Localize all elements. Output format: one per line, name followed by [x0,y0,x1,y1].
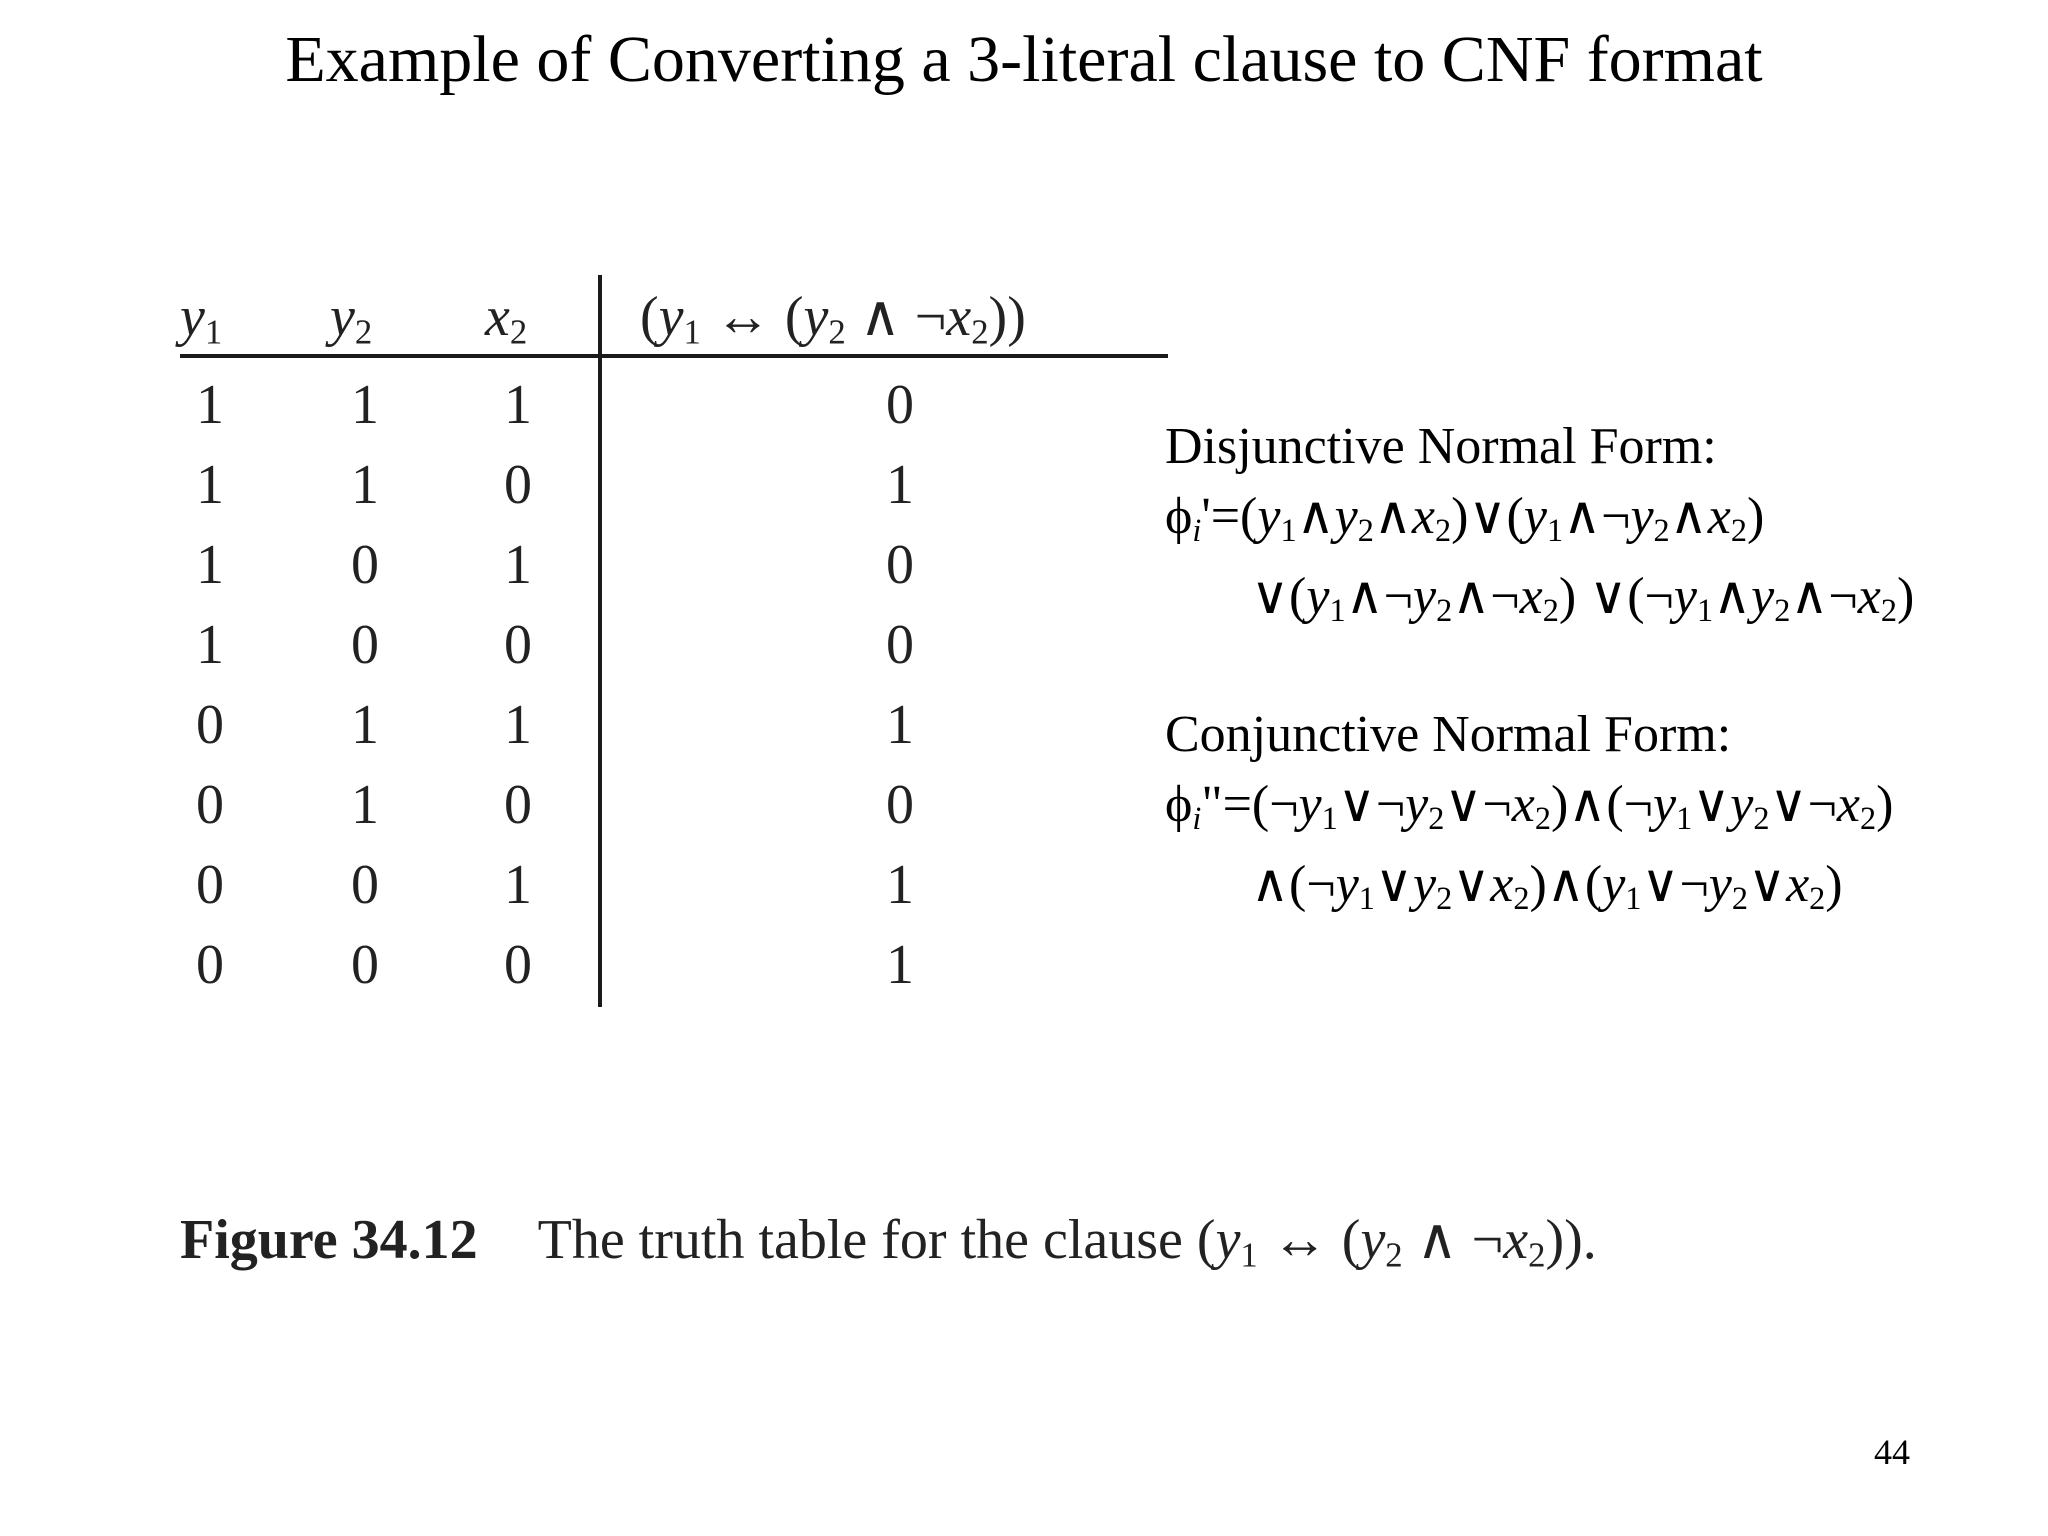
formula-operator: ) [1896,568,1915,625]
cell-result: 0 [886,534,914,596]
cell-y2: 1 [351,374,379,436]
formula-operator: ϕ [1165,488,1193,545]
formula-operator: )∧( [1529,856,1603,913]
dnf-heading: Disjunctive Normal Form: [1165,418,1717,475]
caption-text: The truth table for the clause [537,1209,1197,1271]
formula-operator: ∧¬ [1563,488,1631,545]
formula-variable: x [1786,856,1810,913]
formula-operator: ∨¬ [1337,776,1406,833]
cnf-formula-line-2 [1165,853,2045,933]
formula-subscript: 2 [1435,512,1452,549]
formula-variable: y [1523,488,1547,545]
cell-y2: 1 [351,454,379,516]
formula-subscript: 2 [1860,800,1877,837]
cap-v3: x [1503,1209,1529,1271]
page-number: 44 [1874,1432,1910,1472]
formula-operator: ∧¬ [1345,568,1413,625]
formula-subscript: 1 [1676,800,1693,837]
formula-operator: ∨ [1374,856,1413,913]
formula-subscript: i [1192,512,1202,549]
cell-y2: 0 [351,934,379,996]
formula-variable: x [1490,856,1514,913]
formula-operator: )∧(¬ [1550,776,1654,833]
formula-subscript: 2 [1428,800,1445,837]
formula-subscript: 1 [1321,800,1338,837]
cnf-formula-line-1 [1165,773,2045,853]
formula-variable: y [1602,856,1626,913]
formula-operator: "=(¬ [1201,776,1299,833]
formula-subscript: 2 [1534,800,1551,837]
hf-v3: x [946,286,972,348]
formula-operator: ∧(¬ [1251,856,1336,913]
cell-result: 1 [886,694,914,756]
table-header-underline [180,354,1168,358]
hf-s3: 2 [971,312,989,352]
formula-subscript: i [1192,800,1202,837]
cell-y2: 1 [351,774,379,836]
formula-variable: y [1298,776,1322,833]
formula-operator: ) [1746,488,1765,545]
formula-subscript: 2 [1880,592,1897,629]
header-x2 [485,285,528,352]
formula-operator: ∨¬ [1444,776,1512,833]
header-y1 [180,285,223,352]
formula-variable: x [1836,776,1860,833]
formula-variable: y [1335,856,1359,913]
formula-variable: y [1630,488,1654,545]
cell-y1: 1 [196,374,224,436]
formula-operator: ) [1876,776,1894,833]
formula-subscript: 1 [1546,512,1564,549]
formula-operator: ∨¬ [1769,776,1837,833]
formula-variable: y [1730,776,1754,833]
formula-subscript: 2 [1436,880,1453,917]
cap-v2: y [1360,1209,1386,1271]
formula-subscript: 2 [1774,592,1791,629]
formula-operator: ∧¬ [1790,568,1858,625]
formula-variable: x [1511,776,1535,833]
cell-result: 1 [886,854,914,916]
cell-result: 0 [886,614,914,676]
formula-operator: ∧¬ [1452,568,1520,625]
formula-variable: y [1412,856,1437,913]
table-row [180,525,1180,605]
cell-y1: 1 [196,454,224,516]
formula-operator: ) [1825,856,1843,913]
cell-y1: 0 [196,694,224,756]
cap-v1: y [1215,1209,1241,1271]
hf-p1: ( [640,286,659,348]
cell-x2: 1 [504,694,532,756]
cell-y1: 1 [196,614,224,676]
table-row [180,925,1180,1005]
cell-x2: 0 [504,454,532,516]
formula-variable: y [1673,568,1697,625]
formula-operator: ∨¬ [1641,856,1709,913]
dnf-formula-line-2 [1165,565,2045,645]
formula-subscript: 2 [1730,512,1747,549]
formula-operator: ) ∨(¬ [1558,568,1674,625]
cell-y2: 0 [351,614,379,676]
table-row [180,845,1180,925]
figure-caption [180,1205,1980,1275]
header-y2 [330,285,373,352]
formula-variable: y [1653,776,1677,833]
formula-subscript: 1 [1329,592,1346,629]
header-y1-var: y [180,286,205,348]
slide-title: Example of Converting a 3-literal clause to CNF format [285,23,1763,96]
formula-operator: ∨ [1452,856,1491,913]
figure-label: Figure 34.12 [180,1209,478,1271]
cap-s3: 2 [1528,1235,1546,1275]
cap-s2: 2 [1385,1235,1403,1275]
formula-variable: y [1334,488,1358,545]
formula-operator: ∧ [1713,568,1752,625]
formula-variable: x [1411,488,1436,545]
header-x2-sub: 2 [509,312,528,352]
cell-x2: 0 [504,934,532,996]
formula-operator: ∧ [1669,488,1708,545]
formula-subscript: 2 [1653,512,1670,549]
cap-p1: ( [1196,1209,1216,1271]
cell-y2: 0 [351,534,379,596]
formula-variable: y [1306,568,1330,625]
formula-subscript: 2 [1513,880,1530,917]
formula-variable: y [1751,568,1775,625]
cell-y2: 1 [351,694,379,756]
hf-op1: ↔ ( [700,286,804,348]
header-y1-sub: 1 [204,312,223,352]
cap-s1: 1 [1240,1235,1258,1275]
cap-op2: ∧ ¬ [1402,1209,1504,1271]
formula-subscript: 2 [1753,800,1770,837]
hf-op2: ∧ ¬ [845,286,947,348]
formula-variable: y [1708,856,1732,913]
formula-subscript: 2 [1436,592,1453,629]
formula-subscript: 1 [1696,592,1714,629]
formula-operator: ϕ [1165,776,1193,833]
formula-operator: '=( [1201,488,1258,545]
formula-subscript: 2 [1731,880,1749,917]
formula-variable: x [1519,568,1543,625]
cell-y1: 1 [196,534,224,596]
header-y2-var: y [330,286,355,348]
table-row [180,605,1180,685]
cell-y1: 0 [196,854,224,916]
formula-variable: x [1707,488,1731,545]
formula-operator: )∨( [1451,488,1524,545]
hf-close: )) [988,286,1026,348]
cell-x2: 1 [504,374,532,436]
cell-y1: 0 [196,934,224,996]
cell-x2: 0 [504,614,532,676]
table-body [180,365,1180,1005]
formula-subscript: 1 [1280,512,1297,549]
table-row [180,445,1180,525]
cap-op1: ↔ ( [1257,1209,1361,1271]
formula-operator: ∨ [1748,856,1787,913]
truth-table [180,275,1180,1015]
formula-operator: ∧ [1373,488,1412,545]
formula-subscript: 2 [1809,880,1826,917]
table-row [180,365,1180,445]
hf-s2: 2 [828,312,846,352]
cell-x2: 1 [504,854,532,916]
formula-variable: y [1413,568,1437,625]
hf-v1: y [658,286,684,348]
header-x2-var: x [485,286,510,348]
cell-result: 1 [886,454,914,516]
formula-subscript: 2 [1542,592,1559,629]
cell-x2: 0 [504,774,532,836]
formula-variable: y [1257,488,1281,545]
cell-x2: 1 [504,534,532,596]
cap-close: )). [1545,1209,1597,1271]
formula-subscript: 2 [1357,512,1374,549]
cell-result: 0 [886,374,914,436]
formula-variable: x [1857,568,1881,625]
table-row [180,685,1180,765]
formula-subscript: 1 [1358,880,1375,917]
cell-y1: 0 [196,774,224,836]
dnf-formula-line-1 [1165,485,2045,565]
table-row [180,765,1180,845]
cell-y2: 0 [351,854,379,916]
formula-operator: ∨ [1692,776,1731,833]
cell-result: 0 [886,774,914,836]
hf-s1: 1 [683,312,701,352]
formula-subscript: 1 [1625,880,1642,917]
formula-variable: y [1405,776,1429,833]
header-y2-sub: 2 [354,312,373,352]
cnf-heading: Conjunctive Normal Form: [1165,706,1732,763]
formula-operator: ∧ [1296,488,1335,545]
formula-operator: ∨( [1251,568,1307,625]
header-formula [640,285,1026,352]
hf-v2: y [803,286,829,348]
normal-forms [1165,415,2045,933]
cell-result: 1 [886,934,914,996]
